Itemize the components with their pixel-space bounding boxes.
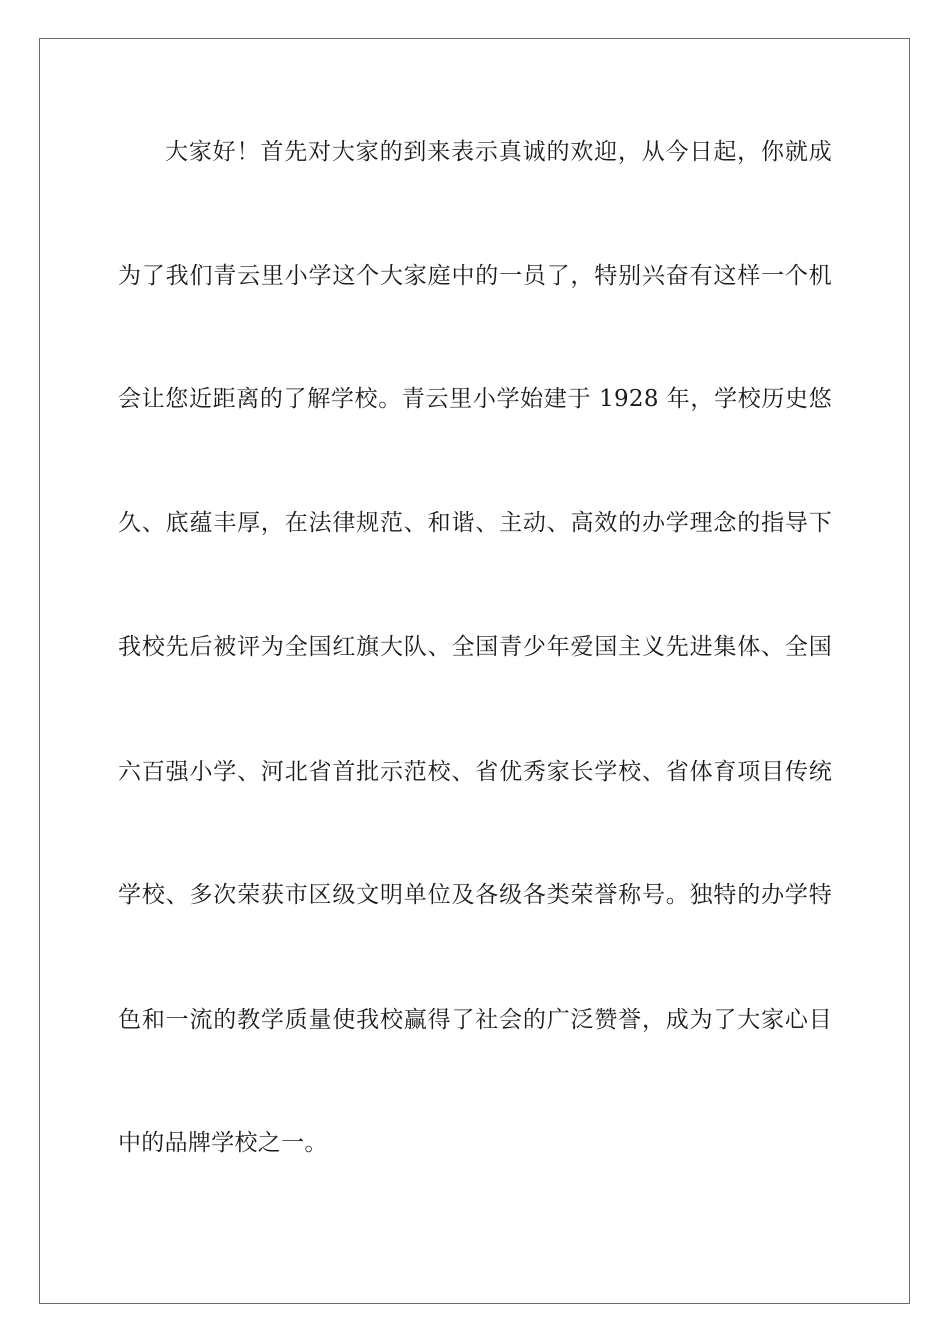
paragraph-line: 中的品牌学校之一。 [118,1130,328,1156]
paragraph-line: 会让您近距离的了解学校。青云里小学始建于 1928 年，学校历史悠 [118,386,832,412]
paragraph-line: 大家好！首先对大家的到来表示真诚的欢迎，从今日起，你就成 [165,139,832,165]
paragraph-line: 我校先后被评为全国红旗大队、全国青少年爱国主义先进集体、全国 [118,634,832,660]
paragraph-line: 久、底蕴丰厚，在法律规范、和谐、主动、高效的办学理念的指导下 [118,510,832,536]
paragraph-line: 学校、多次荣获市区级文明单位及各级各类荣誉称号。独特的办学特 [118,882,832,908]
page-border [39,38,910,1304]
paragraph-line: 为了我们青云里小学这个大家庭中的一员了，特别兴奋有这样一个机 [118,263,832,289]
paragraph-line: 色和一流的教学质量使我校赢得了社会的广泛赞誉，成为了大家心目 [118,1007,832,1033]
paragraph-line: 六百强小学、河北省首批示范校、省优秀家长学校、省体育项目传统 [118,759,832,785]
